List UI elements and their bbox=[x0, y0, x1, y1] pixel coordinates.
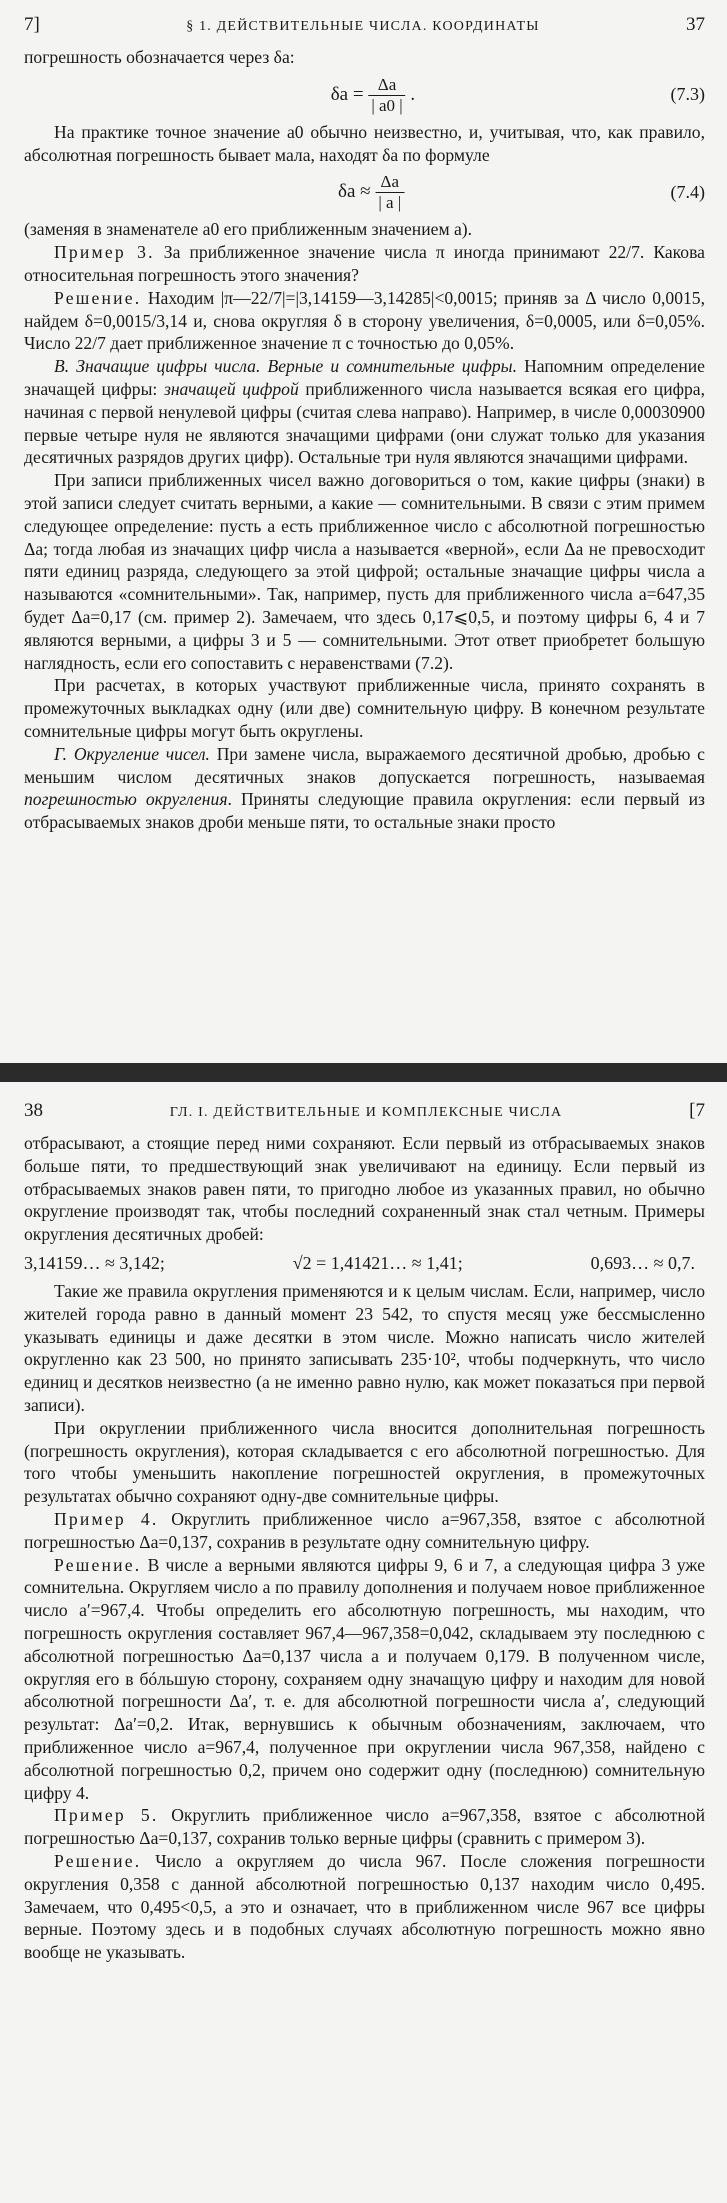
solution-text: Находим |π—22/7|=|3,14159—3,14285|<0,0015; приняв за Δ число 0,0015, найдем δ=0,0015/3,14 и, снова округляя δ в сторону увеличения, δ=0,0005, или δ=0,05%. Число 22/7 дает приближенное значение π с точностью до 0,05%. bbox=[24, 287, 705, 354]
example-5 bbox=[24, 1804, 705, 1850]
running-title: ГЛ. I. ДЕЙСТВИТЕЛЬНЫЕ И КОМПЛЕКСНЫЕ ЧИСЛА bbox=[169, 1105, 563, 1120]
running-head bbox=[24, 14, 705, 36]
section-number: [7 bbox=[689, 1100, 705, 1121]
fraction bbox=[375, 172, 404, 213]
solution-heading: Решение. bbox=[54, 1554, 142, 1575]
paragraph: При округлении приближенного числа вносится дополнительная погрешность (погрешность округления), которая складывается с его абсолютной погрешностью. Для того чтобы уменьшить накопление погрешностей округления, в промежуточных результатах обычно сохраняют одну-две сомнительные цифры. bbox=[24, 1417, 705, 1507]
formula-7-3 bbox=[24, 69, 705, 121]
solution-4 bbox=[24, 1554, 705, 1805]
numerator: Δa bbox=[375, 172, 404, 193]
page-number: 37 bbox=[685, 14, 705, 35]
running-head bbox=[24, 1100, 705, 1122]
section-heading: Г. Округление чисел. bbox=[54, 743, 210, 764]
solution-heading: Решение. bbox=[54, 1850, 142, 1871]
example-text: Округлить приближенное число a=967,358, взятое с абсолютной погрешностью Δa=0,137, сохранив в результате одну сомнительную цифру. bbox=[24, 1508, 705, 1552]
paragraph: Такие же правила округления применяются и к целым числам. Если, например, число жителей города равно в данный момент 23 542, то спустя месяц уже бессмысленно указывать единицы и даже десятки в этом числе. Можно написать число жителей округленно как 23 500, но принято записывать 235·10², чтобы подчеркнуть, что число единиц и десятков неизвестно (а не именно равно нулю, как может показаться при первой записи). bbox=[24, 1280, 705, 1415]
formula-lhs: δa = bbox=[330, 83, 364, 105]
formula-expression bbox=[338, 172, 404, 213]
denominator: | a | bbox=[378, 193, 402, 213]
running-title: § 1. ДЕЙСТВИТЕЛЬНЫЕ ЧИСЛА. КООРДИНАТЫ bbox=[186, 19, 540, 34]
equation-number: (7.4) bbox=[670, 181, 705, 202]
denominator: | a0 | bbox=[371, 95, 403, 115]
paragraph: погрешность обозначается через δa: bbox=[24, 47, 295, 67]
section-text: приближенного числа называется всякая его цифра, начиная с первой ненулевой цифры (считая слева направо). Например, в числе 0,00030900 первые четыре нуля не являются значащими цифрами (они служат только для указания десятичных разрядов других цифр). Остальные три нуля являются значащими цифрами. bbox=[24, 378, 706, 468]
formula-tail: . bbox=[410, 83, 416, 105]
paragraph: При расчетах, в которых участвуют приближенные числа, принято сохранять в промежуточных выкладках одну (или две) сомнительную цифру. В конечном результате сомнительные цифры могут быть округлены. bbox=[24, 675, 705, 741]
numerator: Δa bbox=[368, 75, 405, 96]
example-heading: Пример 4. bbox=[54, 1508, 159, 1529]
book-page-37 bbox=[0, 0, 727, 1063]
example-3 bbox=[24, 241, 705, 287]
paragraph: отбрасывают, а стоящие перед ними сохраняют. Если первый из отбрасываемых знаков больше пяти, то предшествующий знак увеличивают на единицу. Если первый из отбрасываемых знаков равен пяти, то пригодно любое из указанных правил, но обычно округление производят так, чтобы последний сохраненный знак стал четным. Примеры округления десятичных дробей: bbox=[24, 1133, 705, 1245]
rounding-example: √2 = 1,41421… ≈ 1,41; bbox=[292, 1252, 463, 1273]
rounding-example: 3,14159… ≈ 3,142; bbox=[24, 1252, 165, 1273]
section-heading: В. Значащие цифры числа. Верные и сомнительные цифры. bbox=[54, 356, 517, 377]
formula-expression bbox=[331, 75, 415, 116]
solution-3 bbox=[24, 287, 705, 355]
page-number: 38 bbox=[24, 1100, 43, 1121]
example-text: За приближенное значение числа π иногда принимают 22/7. Какова относительная погрешность этого значения? bbox=[24, 242, 705, 285]
paragraph: При записи приближенных чисел важно договориться о том, какие цифры (знаки) в этой записи следует считать верными, а какие — сомнительными. В связи с этим примем следующее определение: пусть a есть приближенное число с абсолютной погрешностью Δa; тогда любая из значащих цифр числа a называется «верной», если Δa не превосходит пяти единиц разряда, следующего за этой цифрой; остальные значащие цифры числа a называются «сомнительными». Так, например, пусть для приближенного числа a=647,35 будет Δa=0,17 (см. пример 2). Замечаем, что здесь 0,17⩽0,5, и поэтому цифры 6, 4 и 7 являются верными, а цифры 3 и 5 — сомнительными. Этот ответ приобретет большую наглядность, если его сопоставить с неравенствами (7.2). bbox=[24, 470, 705, 673]
section-text: При замене числа, выражаемого десятичной дробью, дробью с меньшим числом десятичных знаков допускается погрешность, называемая bbox=[24, 743, 705, 787]
solution-5 bbox=[24, 1850, 705, 1964]
paragraph: На практике точное значение a0 обычно неизвестно, и, учитывая, что, как правило, абсолютная погрешность бывает мала, находят δa по формуле bbox=[24, 121, 705, 165]
term: погрешностью округления bbox=[24, 789, 228, 810]
solution-text: Число a округляем до числа 967. После сложения погрешности округления 0,358 с данной абсолютной погрешностью 0,137 находим число 0,495. Замечаем, что 0,495<0,5, а это и означает, что в приближенном числе 967 все цифры верные. Поэтому здесь и в подобных случаях абсолютную погрешность можно явно вообще не указывать. bbox=[24, 1850, 705, 1963]
paragraph: (заменяя в знаменателе a0 его приближенным значением a). bbox=[24, 219, 473, 240]
rounding-example: 0,693… ≈ 0,7. bbox=[590, 1252, 695, 1273]
example-heading: Пример 3. bbox=[54, 242, 155, 263]
example-4 bbox=[24, 1508, 705, 1554]
section-text: Напомним определение значащей цифры: bbox=[24, 356, 705, 399]
rounding-examples bbox=[24, 1246, 705, 1280]
fraction bbox=[368, 75, 405, 116]
equation-number: (7.3) bbox=[670, 84, 705, 105]
example-text: Округлить приближенное число a=967,358, взятое с абсолютной погрешностью Δa=0,137, сохранив только верные цифры (сравнить с примером 3). bbox=[24, 1805, 705, 1849]
formula-7-4 bbox=[24, 166, 705, 218]
book-page-38 bbox=[0, 1082, 727, 2203]
solution-text: В числе a верными являются цифры 9, 6 и 7, а следующая цифра 3 уже сомнительна. Округляем число a по правилу дополнения и получаем новое приближенное число a′=967,4. Чтобы определить его абсолютную погрешность, мы находим, что погрешность округления составляет 967,4—967,358=0,042, складываем эту последнюю с абсолютной погрешностью Δa=0,137 числа a и получаем 0,179. В полученном числе, округляя его в бóльшую сторону, сохраняем одну значащую цифру и находим для новой абсолютной погрешности Δa′, т. е. для абсолютной погрешности числа a′, следующий результат: Δa′=0,2. Итак, вернувшись к обычным обозначениям, заключаем, что приближенное число a=967,4, полученное при округлении числа 967,358, найдено с абсолютной погрешностью 0,2, причем оно содержит одну (последнюю) сомнительную цифру 4. bbox=[24, 1554, 705, 1803]
solution-heading: Решение. bbox=[54, 287, 142, 308]
section-text: . Приняты следующие правила округления: если первый из отбрасываемых знаков дроби меньше пяти, то остальные знаки просто bbox=[24, 789, 705, 833]
formula-lhs: δa ≈ bbox=[338, 181, 371, 203]
section-b bbox=[24, 355, 705, 469]
example-heading: Пример 5. bbox=[54, 1805, 159, 1826]
section-g bbox=[24, 743, 705, 834]
term: значащей цифрой bbox=[163, 378, 299, 399]
section-number: 7] bbox=[24, 14, 40, 35]
